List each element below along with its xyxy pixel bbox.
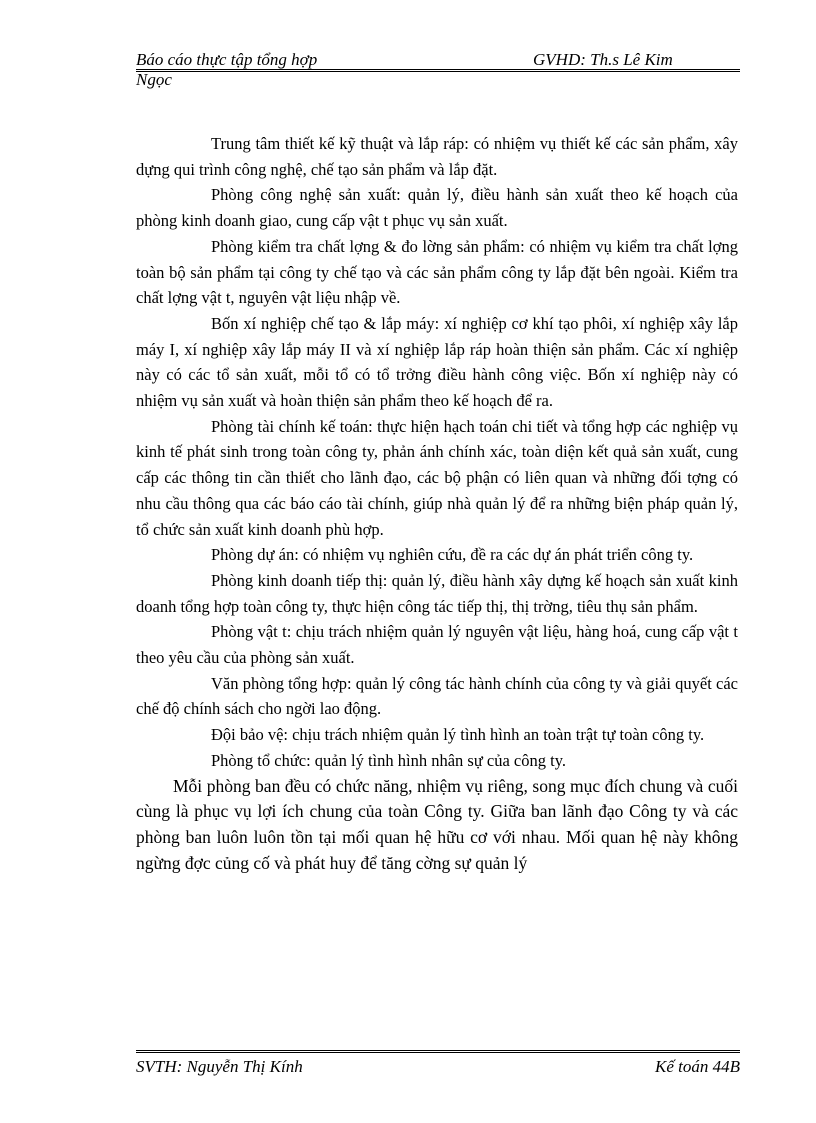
paragraph-marketing: Phòng kinh doanh tiếp thị: quản lý, điều hành xây dựng kế hoạch sản xuất kinh doanh tổng hợp toàn công ty, thực hiện công tác tiếp thị, thị trờng, tiêu thụ sản phẩm. (136, 570, 738, 616)
header-supervisor: GVHD: Th.s Lê Kim (533, 50, 673, 69)
paragraph-design-center: Trung tâm thiết kế kỹ thuật và lắp ráp: có nhiệm vụ thiết kế các sản phẩm, xây dựng qui trình công nghệ, chế tạo sản phẩm và lắp đặt. (136, 134, 738, 179)
footer-student: SVTH: Nguyễn Thị Kính (136, 1057, 303, 1076)
paragraph-projects: Phòng dự án: có nhiệm vụ nghiên cứu, đề ra các dự án phát triển công ty. (211, 545, 694, 565)
page-header (136, 50, 740, 96)
document-body (136, 131, 738, 876)
paragraph-finance: Phòng tài chính kế toán: thực hiện hạch toán chi tiết và tổng hợp các nghiệp vụ kinh tế phát sinh trong toàn công ty, phản ánh chính xác, toàn diện kết quả sản xuất, cung cấp các thông tin cần thiết cho lãnh đạo, các bộ phận có liên quan và những đối tợng có nhu cầu thông qua các báo cáo tài chính, giúp nhà quản lý để ra những biện pháp quản lý, tổ chức sản xuất kinh doanh phù hợp. (136, 416, 738, 539)
paragraph-security: Đội bảo vệ: chịu trách nhiệm quản lý tình hình an toàn trật tự toàn công ty. (211, 725, 705, 745)
paragraph-personnel: Phòng tổ chức: quản lý tình hình nhân sự của công ty. (211, 750, 567, 770)
page-footer (136, 1050, 740, 1074)
paragraph-quality-control: Phòng kiểm tra chất lợng & đo lờng sản phẩm: có nhiệm vụ kiểm tra chất lợng toàn bộ sản phẩm tại công ty chế tạo và các sản phẩm công ty lắp đặt bên ngoài. Kiểm tra chất lợng vật t, nguyên vật liệu nhập về. (136, 236, 738, 308)
paragraph-enterprises: Bốn xí nghiệp chế tạo & lắp máy: xí nghiệp cơ khí tạo phôi, xí nghiệp xây lắp máy I, xí nghiệp xây lắp máy II và xí nghiệp lắp ráp hoàn thiện sản phẩm. Các xí nghiệp này có các tổ sản xuất, mỗi tổ có tổ trởng điều hành công việc. Bốn xí nghiệp này có nhiệm vụ sản xuất và hoàn thiện sản phẩm theo kế hoạch để ra. (136, 313, 738, 411)
paragraph-closing: Mỗi phòng ban đều có chức năng, nhiệm vụ riêng, song mục đích chung và cuối cùng là phục vụ lợi ích chung của toàn Công ty. Giữa ban lãnh đạo Công ty và các phòng ban luôn luôn tồn tại mối quan hệ hữu cơ với nhau. Mối quan hệ này không ngừng đợc củng cố và phát huy để tăng cờng sự quản lý (136, 775, 738, 873)
footer-rule (136, 1050, 740, 1053)
paragraph-production-tech: Phòng công nghệ sản xuất: quản lý, điều hành sản xuất theo kế hoạch của phòng kinh doanh giao, cung cấp vật t phục vụ sản xuất. (136, 185, 738, 231)
header-report-title: Báo cáo thực tập tổng hợp (136, 50, 318, 69)
header-supervisor-continuation: Ngọc (136, 70, 172, 89)
paragraph-materials: Phòng vật t: chịu trách nhiệm quản lý nguyên vật liệu, hàng hoá, cung cấp vật t theo yêu cầu của phòng sản xuất. (136, 622, 738, 668)
paragraph-general-office: Văn phòng tổng hợp: quản lý công tác hành chính của công ty và giải quyết các chế độ chính sách cho ngời lao động. (136, 673, 738, 719)
footer-class: Kế toán 44B (655, 1057, 740, 1076)
header-rule (136, 69, 740, 72)
